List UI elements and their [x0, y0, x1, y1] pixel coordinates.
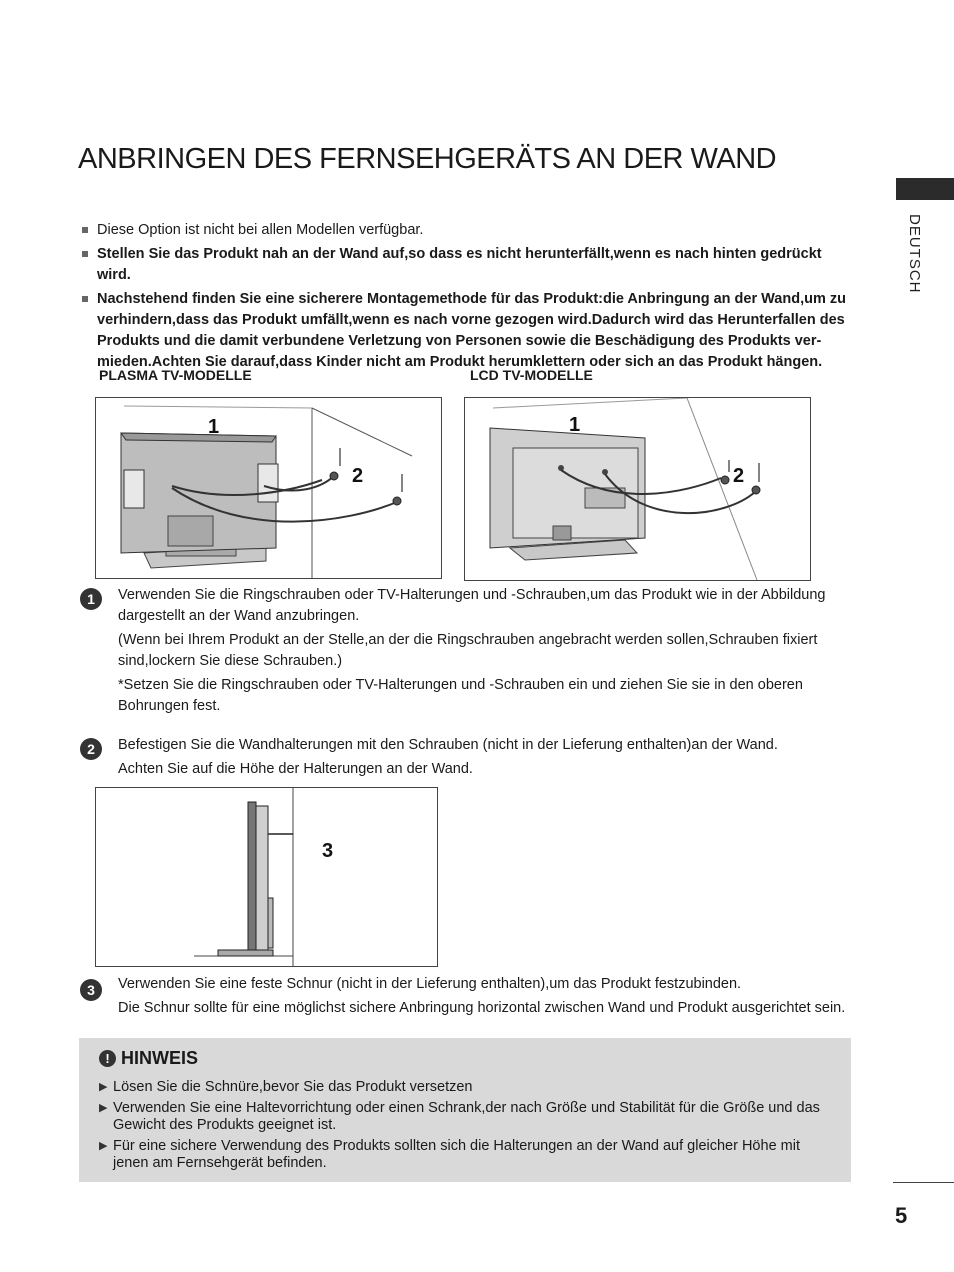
marker-1-label: 1 — [569, 414, 581, 436]
step-3-badge: 3 — [80, 979, 102, 1001]
square-bullet-icon — [82, 251, 88, 257]
square-bullet-icon — [82, 296, 88, 302]
square-bullet-icon — [82, 227, 88, 233]
note-list — [99, 1079, 834, 1176]
triangle-bullet-icon: ▶ — [99, 1140, 108, 1152]
step-1-text: Verwenden Sie die Ringschrauben oder TV-Halterungen und -Schrauben,um das Produkt wie in der Abbildung dargestellt an der Wand anzubringen. (Wenn bei Ihrem Produkt an der Stelle,an der die Ringschrauben angebracht werden sollen,Schrauben fixiert sind,lockern Sie diese Schrauben.) *Setzen Sie die Ringschrauben oder TV-Halterungen und -Schrauben ein und ziehen Sie sie in den oberen Bohrungen fest. — [118, 587, 826, 714]
bullet-item: Stellen Sie das Produkt nah an der Wand auf,so dass es nicht herunterfällt,wenn es nach hinten gedrückt wird. — [80, 244, 850, 286]
exclamation-icon: ! — [99, 1050, 116, 1067]
note-header — [99, 1048, 198, 1069]
lcd-tv-illustration — [464, 397, 811, 581]
plasma-tv-illustration — [95, 397, 442, 579]
footer-divider — [893, 1182, 954, 1183]
plasma-figure-label: PLASMA TV-MODELLE — [99, 367, 252, 383]
step-2-badge: 2 — [80, 738, 102, 760]
page-number: 5 — [895, 1203, 908, 1228]
bullet-item: Diese Option ist nicht bei allen Modellen verfügbar. — [80, 220, 850, 241]
note-item: ▶ Verwenden Sie eine Haltevorrichtung oder einen Schrank,der nach Größe und Stabilität für die Größe und das Gewicht des Produkts geeignet ist. — [99, 1100, 820, 1133]
bullet-item: Nachstehend finden Sie eine sicherere Montagemethode für das Produkt:die Anbringung an der Wand,um zu verhindern,dass das Produkt umfällt,wenn es nach vorne gezogen wird.Dadurch wird das Herunterfallen des Produkts und die damit verbundene Verletzung von Personen sowie die Beschädigung des Produkts ver-mieden.Achten Sie darauf,dass Kinder nicht am Produkt herumklettern oder sich an das Produkt hängen. — [80, 289, 850, 373]
note-box — [79, 1038, 851, 1182]
lcd-figure-label: LCD TV-MODELLE — [470, 367, 593, 383]
note-item: ▶ Für eine sichere Verwendung des Produkts sollten sich die Halterungen an der Wand auf gleicher Höhe mit jenen am Fernsehgerät befinden. — [99, 1138, 800, 1171]
note-title: HINWEIS — [121, 1048, 199, 1068]
language-tab-marker — [896, 178, 954, 200]
step-3-text: Verwenden Sie eine feste Schnur (nicht in der Lieferung enthalten),um das Produkt festzubinden. Die Schnur sollte für eine möglichst sichere Anbringung horizontal zwischen Wand und Produkt ausgerichtet sein. — [118, 976, 846, 1016]
triangle-bullet-icon: ▶ — [99, 1102, 108, 1114]
step-1-badge: 1 — [80, 588, 102, 610]
marker-2-label: 2 — [733, 465, 745, 487]
note-item: ▶ Lösen Sie die Schnüre,bevor Sie das Produkt versetzen — [99, 1079, 473, 1095]
marker-1-label: 1 — [208, 416, 220, 438]
marker-2-label: 2 — [352, 465, 364, 487]
marker-3-label: 3 — [322, 840, 334, 862]
step-2-text: Befestigen Sie die Wandhalterungen mit den Schrauben (nicht in der Lieferung enthalten)an der Wand. Achten Sie auf die Höhe der Halterungen an der Wand. — [118, 737, 778, 777]
language-label: DEUTSCH — [906, 214, 923, 294]
intro-bullet-list — [80, 220, 850, 376]
side-view-illustration — [95, 787, 438, 967]
page-title: ANBRINGEN DES FERNSEHGERÄTS AN DER WAND — [78, 143, 777, 175]
triangle-bullet-icon: ▶ — [99, 1081, 108, 1093]
